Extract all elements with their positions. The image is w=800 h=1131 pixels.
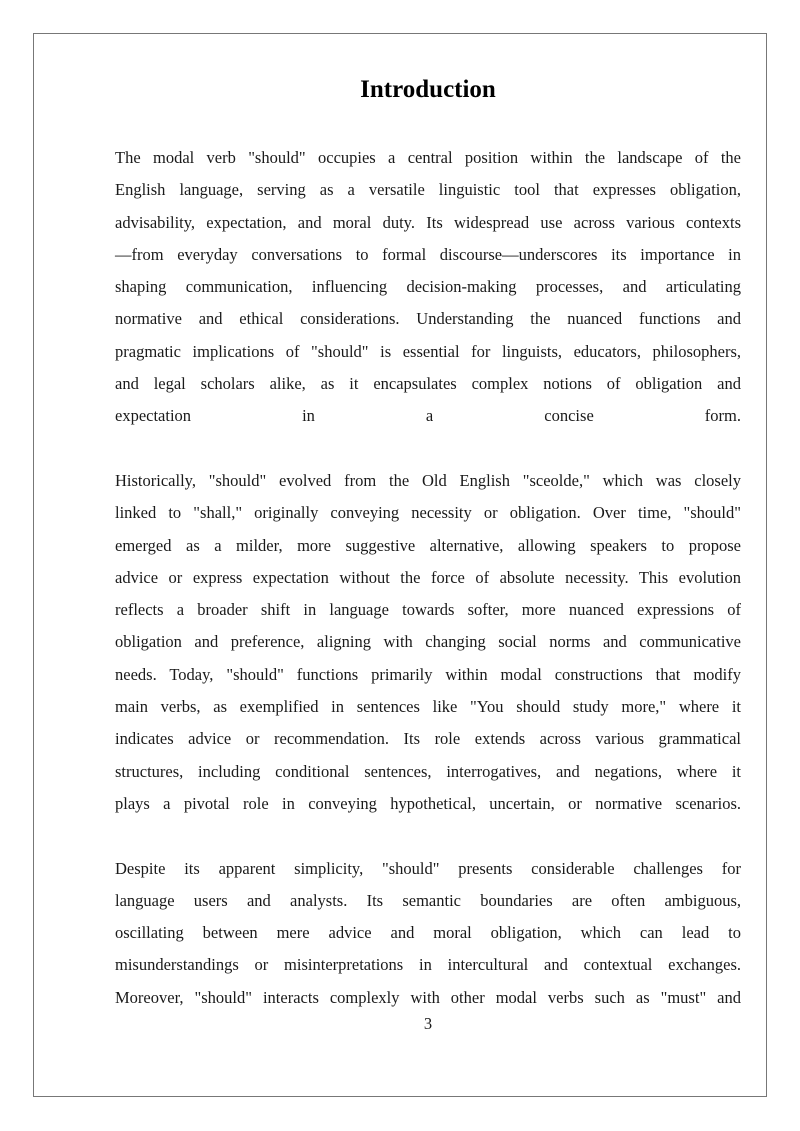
document-body [115,142,741,1014]
text-line: language users and analysts. Its semantic boundaries are often ambiguous, [115,890,741,910]
text-line: indicates advice or recommendation. Its role extends across various grammatical [115,729,741,749]
text-line: Moreover, "should" interacts complexly with other modal verbs such as "must" and [115,987,741,1007]
text-line: normative and ethical considerations. Understanding the nuanced functions and [115,309,741,329]
text-line: oscillating between mere advice and moral obligation, which can lead to [115,923,741,943]
text-line: reflects a broader shift in language towards softer, more nuanced expressions of [115,600,741,620]
paragraph-1 [115,142,741,433]
document-title: Introduction [360,76,496,103]
text-line: pragmatic implications of "should" is essential for linguists, educators, philosophers, [115,341,741,361]
text-line: Historically, "should" evolved from the Old English "sceolde," which was closely [115,470,741,490]
text-line: expectation in a concise form. [115,406,741,426]
text-line: advisability, expectation, and moral duty. Its widespread use across various contexts [115,212,741,232]
text-line: The modal verb "should" occupies a central position within the landscape of the [115,148,741,167]
text-line: —from everyday conversations to formal discourse—underscores its importance in [115,244,741,264]
text-line: advice or express expectation without the force of absolute necessity. This evolution [115,567,741,587]
text-line: main verbs, as exemplified in sentences like "You should study more," where it [115,697,741,717]
text-line: plays a pivotal role in conveying hypothetical, uncertain, or normative scenarios. [115,793,741,813]
text-line: obligation and preference, aligning with changing social norms and communicative [115,632,741,652]
text-line: shaping communication, influencing decision-making processes, and articulating [115,277,741,297]
text-line: and legal scholars alike, as it encapsulates complex notions of obligation and [115,374,741,394]
text-line: needs. Today, "should" functions primarily within modal constructions that modify [115,664,741,684]
text-line: misunderstandings or misinterpretations in intercultural and contextual exchanges. [115,955,741,975]
paragraph-2 [115,465,741,820]
text-line: linked to "shall," originally conveying necessity or obligation. Over time, "should" [115,503,741,523]
text-line: Despite its apparent simplicity, "should" presents considerable challenges for [115,858,741,878]
text-line: emerged as a milder, more suggestive alternative, allowing speakers to propose [115,535,741,555]
paragraph-3 [115,853,741,1014]
page-number: 3 [423,1014,433,1033]
text-line: structures, including conditional sentences, interrogatives, and negations, where it [115,761,741,781]
text-line: English language, serving as a versatile linguistic tool that expresses obligation, [115,180,741,200]
